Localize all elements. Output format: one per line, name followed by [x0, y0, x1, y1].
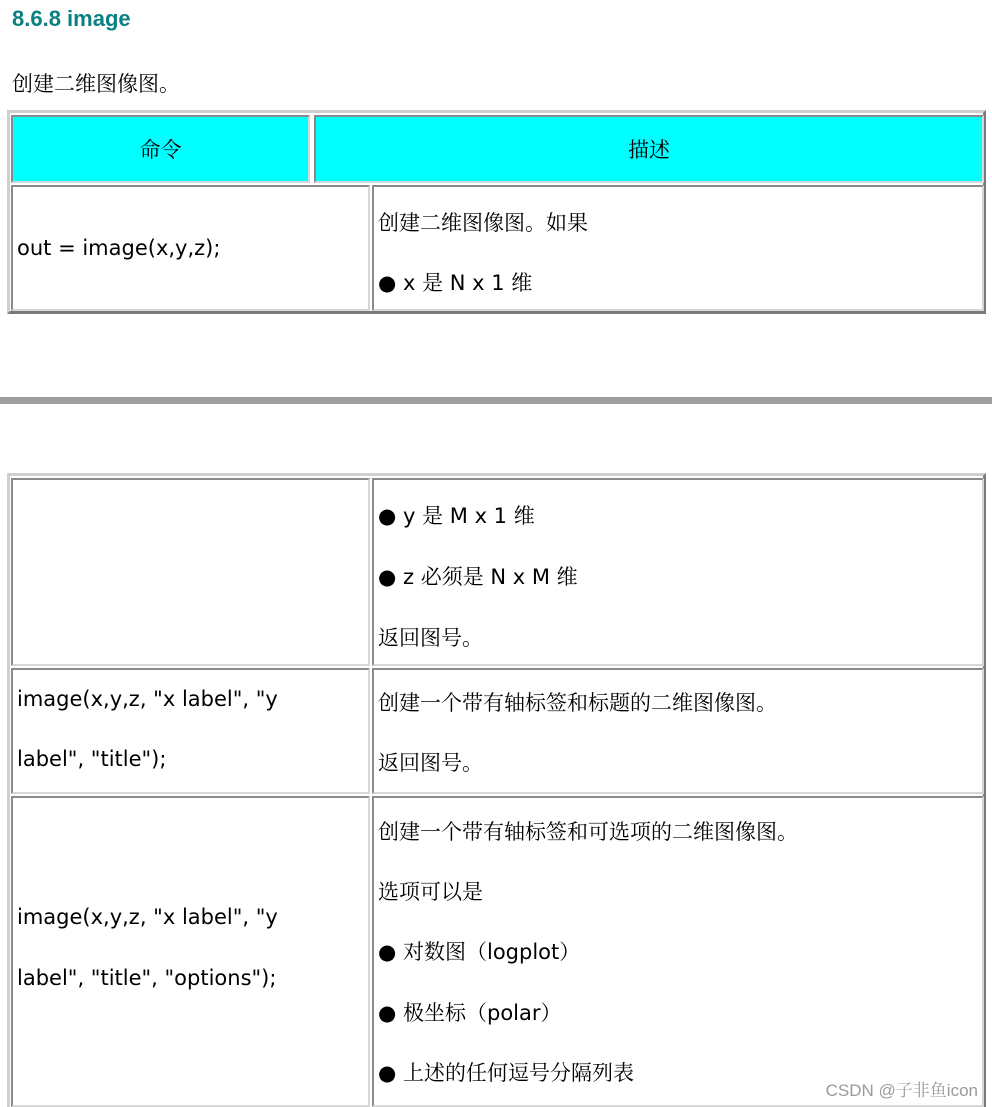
command-table: [7, 110, 986, 314]
table-row-description: [372, 478, 984, 666]
section-intro: 创建二维图像图。: [12, 72, 180, 96]
header-command: [11, 115, 310, 183]
header-description: [314, 115, 984, 183]
section-heading: 8.6.8 image: [12, 6, 131, 31]
command-text: label", "title", "options");: [17, 966, 277, 990]
bullet-item: ● x 是 N x 1 维: [378, 271, 533, 295]
bullet-item: ● z 必须是 N x M 维: [378, 565, 578, 589]
page-divider: [0, 397, 992, 404]
command-text: image(x,y,z, "x label", "y: [17, 687, 278, 711]
command-text: image(x,y,z, "x label", "y: [17, 905, 278, 929]
description-line: 创建一个带有轴标签和可选项的二维图像图。: [378, 820, 798, 844]
table-row-description: [372, 185, 984, 311]
header-command-label: 命令: [139, 138, 182, 162]
bullet-item: ● y 是 M x 1 维: [378, 504, 535, 528]
bullet-item: ● 对数图（logplot）: [378, 940, 581, 964]
bullet-item: ● 极坐标（polar）: [378, 1001, 562, 1025]
command-table-continued: [7, 473, 986, 1107]
table-row-command: [11, 668, 370, 794]
description-line: 选项可以是: [378, 880, 483, 904]
command-text: label", "title");: [17, 747, 167, 771]
header-description-label: 描述: [628, 138, 670, 162]
table-row-description: [372, 668, 984, 794]
table-row-description: [372, 796, 984, 1107]
description-line: 返回图号。: [378, 751, 483, 775]
table-row-command: [11, 478, 370, 666]
bullet-item: ● 上述的任何逗号分隔列表: [378, 1061, 634, 1085]
command-text: out = image(x,y,z);: [17, 236, 221, 260]
description-line: 创建一个带有轴标签和标题的二维图像图。: [378, 691, 777, 715]
description-line: 返回图号。: [378, 626, 483, 650]
table-row-command: [11, 796, 370, 1107]
table-row-command: [11, 185, 370, 311]
watermark: CSDN @子非鱼icon: [825, 1081, 978, 1100]
description-line: 创建二维图像图。如果: [378, 211, 588, 235]
